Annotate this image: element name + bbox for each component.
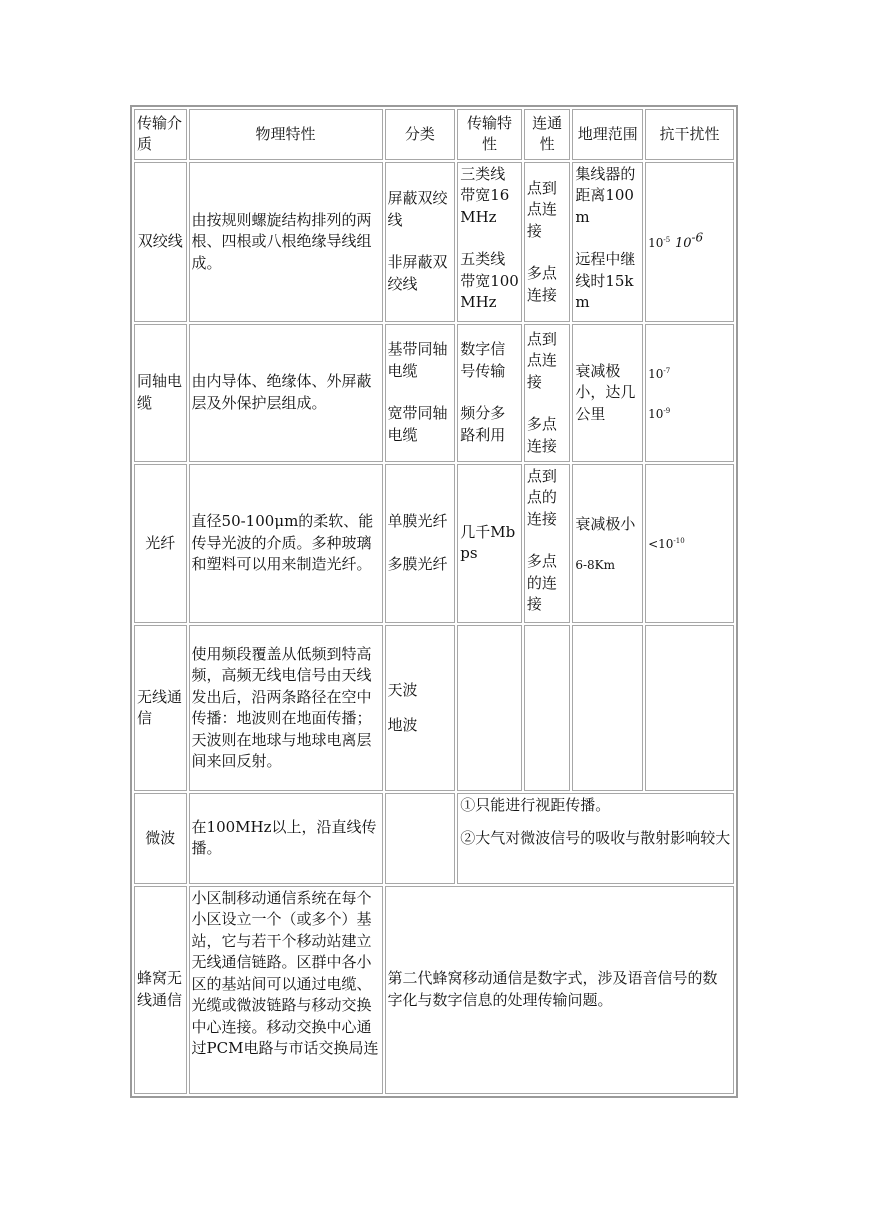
cell-medium: 双绞线 (134, 162, 187, 323)
row-twisted-pair (134, 162, 734, 323)
cell-physical: 小区制移动通信系统在每个小区设立一个（或多个）基站，它与若干个移动站建立无线通信链路。区群中各小区的基站间可以通过电缆、光缆或微波链路与移动交换中心连接。移动交换中心通过PCM电路与市话交换局连 (189, 886, 383, 1094)
cell-empty (572, 625, 643, 791)
cell-physical: 使用频段覆盖从低频到特高频，高频无线电信号由天线发出后，沿两条路径在空中传播：地波则在地面传播；天波则在地球与地球电离层间来回反射。 (189, 625, 383, 791)
cell-physical: 由按规则螺旋结构排列的两根、四根或八根绝缘导线组成。 (189, 162, 383, 323)
connectivity-item: 点到点的连接 (526, 466, 557, 528)
header-medium: 传输介质 (134, 109, 187, 160)
cell-connectivity (524, 464, 570, 624)
class-item: 单膜光纤 (387, 512, 448, 531)
cell-note (457, 793, 734, 884)
class-item: 天波 (387, 680, 418, 699)
cell-class (385, 324, 456, 461)
connectivity-item: 多点连接 (526, 264, 557, 304)
header-connectivity: 连通性 (524, 109, 570, 160)
connectivity-item: 点到点连接 (526, 329, 557, 391)
transmission-item: 三类线带宽16MHz (460, 164, 510, 226)
cell-medium: 无线通信 (134, 625, 187, 791)
class-item: 屏蔽双绞线 (387, 189, 448, 229)
connectivity-item: 点到点连接 (526, 178, 557, 240)
range-item: 6-8Km (575, 557, 616, 572)
cell-transmission (457, 162, 522, 323)
header-physical: 物理特性 (189, 109, 383, 160)
row-coax (134, 324, 734, 461)
cell-medium: 光纤 (134, 464, 187, 624)
header-noise: 抗干扰性 (645, 109, 734, 160)
noise-value: $10^{-5}$ (648, 235, 671, 250)
transmission-media-table-frame (130, 105, 738, 1098)
cell-noise (645, 324, 734, 461)
transmission-item: 五类线带宽100MHz (460, 250, 519, 312)
noise-value: $<10^{-10}$ (648, 536, 685, 551)
noise-value: $10^{-9}$ (648, 407, 671, 422)
class-item: 地波 (387, 716, 418, 735)
class-item: 多膜光纤 (387, 554, 448, 573)
noise-value: $10^{-6}$ (674, 230, 704, 251)
header-range: 地理范围 (572, 109, 643, 160)
cell-class (385, 625, 456, 791)
header-class: 分类 (385, 109, 456, 160)
cell-medium: 蜂窝无线通信 (134, 886, 187, 1094)
cell-medium: 微波 (134, 793, 187, 884)
cell-noise (645, 162, 734, 323)
row-fiber (134, 464, 734, 624)
cell-range (572, 162, 643, 323)
cell-physical: 由内导体、绝缘体、外屏蔽层及外保护层组成。 (189, 324, 383, 461)
cell-connectivity (524, 162, 570, 323)
cell-range: 衰减极小，达几公里 (572, 324, 643, 461)
cell-empty (645, 625, 734, 791)
cell-note: 第二代蜂窝移动通信是数字式，涉及语音信号的数字化与数字信息的处理传输问题。 (385, 886, 735, 1094)
note-item: ②大气对微波信号的吸收与散射影响较大 (460, 829, 731, 848)
note-item: ①只能进行视距传播。 (460, 795, 611, 814)
cell-physical: 直径50-100μm的柔软、能传导光波的介质。多种玻璃和塑料可以用来制造光纤。 (189, 464, 383, 624)
row-wireless (134, 625, 734, 791)
cell-physical: 在100MHz以上，沿直线传播。 (189, 793, 383, 884)
transmission-item: 数字信号传输 (460, 340, 506, 380)
header-transmission: 传输特性 (457, 109, 522, 160)
range-item: 远程中继线时15km (575, 250, 636, 312)
row-microwave (134, 793, 734, 884)
cell-class (385, 464, 456, 624)
class-item: 基带同轴电缆 (387, 340, 448, 380)
transmission-item: 频分多路利用 (460, 404, 506, 444)
cell-medium: 同轴电缆 (134, 324, 187, 461)
cell-transmission (457, 324, 522, 461)
class-item: 非屏蔽双绞线 (387, 253, 448, 293)
cell-empty (385, 793, 456, 884)
range-item: 衰减极小 (575, 515, 636, 534)
connectivity-item: 多点连接 (526, 415, 557, 455)
header-row (134, 109, 734, 160)
connectivity-item: 多点的连接 (526, 552, 557, 614)
cell-noise (645, 464, 734, 624)
noise-value: $10^{-7}$ (648, 367, 671, 382)
range-item: 集线器的距离100m (575, 164, 636, 226)
cell-range (572, 464, 643, 624)
class-item: 宽带同轴电缆 (387, 404, 448, 444)
cell-empty (524, 625, 570, 791)
cell-connectivity (524, 324, 570, 461)
row-cellular (134, 886, 734, 1094)
transmission-media-table (132, 107, 736, 1096)
cell-transmission: 几千Mbps (457, 464, 522, 624)
cell-class (385, 162, 456, 323)
cell-empty (457, 625, 522, 791)
